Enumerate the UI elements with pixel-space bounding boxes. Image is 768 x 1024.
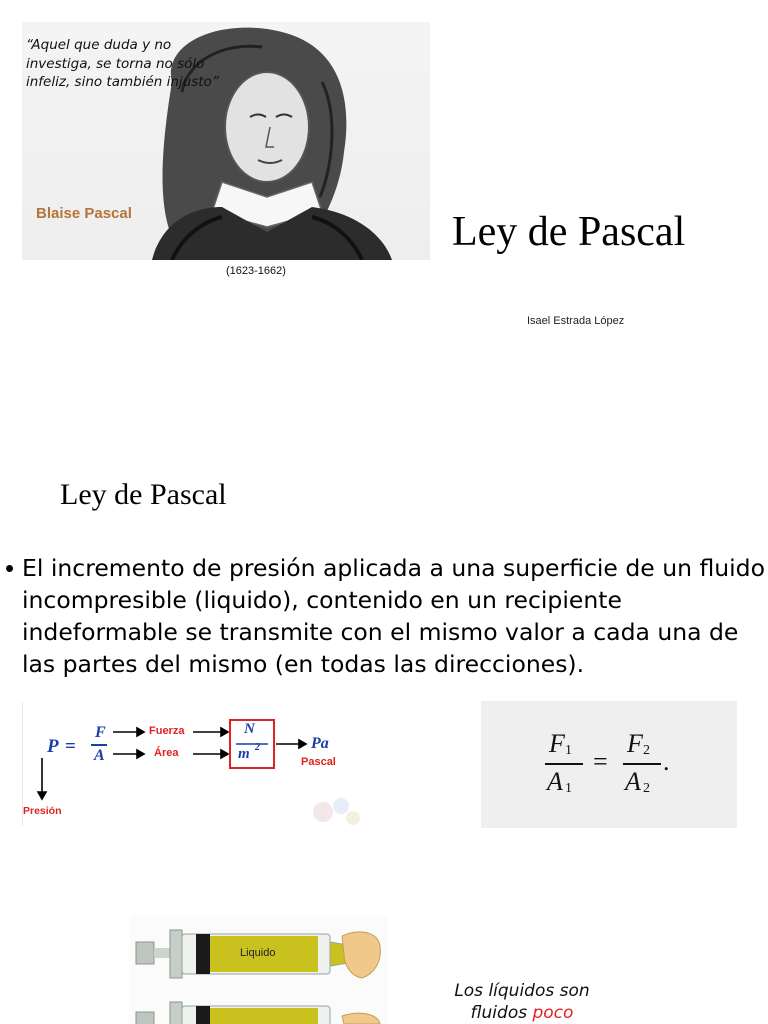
eq-sub1-top: 1: [565, 743, 572, 758]
eq-period: .: [663, 747, 670, 776]
pressure-formula-diagram: [22, 702, 421, 826]
label-presion: Presión: [23, 805, 62, 817]
portrait-caption: Blaise Pascal: [36, 205, 132, 222]
label-pascal: Pascal: [301, 756, 336, 768]
liquid-note: [432, 980, 612, 1024]
liquid-note-line1: Los líquidos son: [454, 981, 590, 1001]
eq-a2: A: [625, 767, 641, 796]
life-years: (1623-1662): [226, 265, 286, 277]
unit-m: m: [238, 746, 250, 762]
eq-f2: F: [627, 729, 643, 758]
syringe-label: Liquido: [240, 947, 276, 959]
formula-p: P: [47, 736, 59, 757]
eq-sub2-top: 2: [643, 743, 650, 758]
pascal-equation: [481, 701, 737, 828]
formula-arrows: [23, 702, 421, 826]
eq-sub2-bottom: 2: [643, 781, 650, 796]
bullet-marker: •: [5, 553, 15, 583]
eq-sub1-bottom: 1: [565, 781, 572, 796]
liquid-note-line2: [432, 1002, 612, 1024]
law-definition: El incremento de presión aplicada a una superficie de un fluido incompresible (liquido), contenido en un recipiente indeformable se transmite con el mismo valor a cada una de las partes del mismo (en todas las direcciones).: [22, 554, 765, 678]
formula-a: A: [94, 747, 105, 764]
author-name: Isael Estrada López: [527, 315, 625, 327]
label-area: Área: [154, 747, 179, 759]
syringe-illustration: [130, 916, 388, 1024]
eq-f1: F: [549, 729, 565, 758]
eq-fraction-bar-left: [545, 763, 583, 765]
slide1-title: Ley de Pascal: [452, 209, 686, 255]
unit-n: N: [244, 721, 255, 737]
slide2-title: Ley de Pascal: [60, 478, 227, 511]
pascal-quote: “Aquel que duda y no investiga, se torna no sólo infeliz, sino también injusto”: [26, 37, 219, 90]
formula-f: F: [95, 724, 106, 741]
liquid-note-prefix: fluidos: [470, 1003, 533, 1023]
eq-fraction-bar-right: [623, 763, 661, 765]
syringe-drawing: [130, 916, 388, 1024]
label-fuerza: Fuerza: [149, 725, 185, 737]
unit-exponent: 2: [255, 742, 260, 753]
formula-equals: =: [65, 736, 76, 757]
liquid-note-highlight: poco: [532, 1003, 574, 1023]
unit-pa: Pa: [311, 735, 329, 752]
eq-equals: =: [593, 747, 608, 776]
eq-a1: A: [547, 767, 563, 796]
